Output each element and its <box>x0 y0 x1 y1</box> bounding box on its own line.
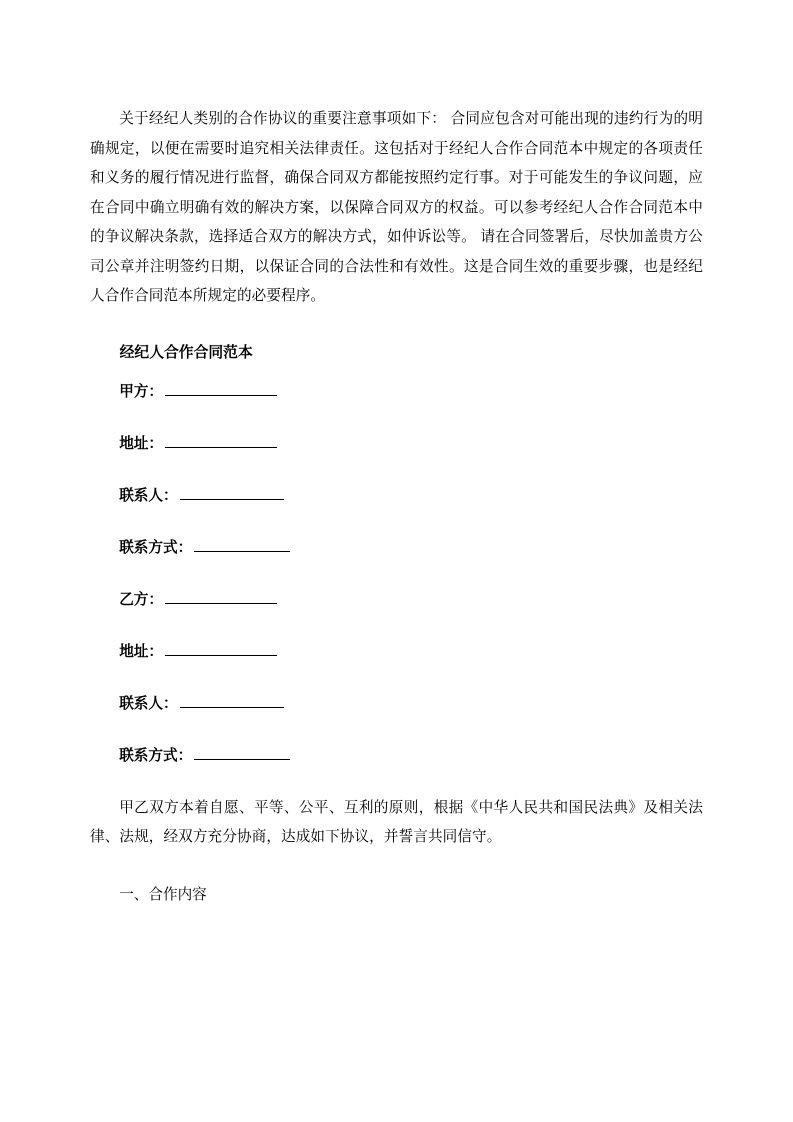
field-blank[interactable] <box>180 485 284 500</box>
field-blank[interactable] <box>165 589 277 604</box>
party-field-list <box>90 378 703 771</box>
field-party-a-address <box>90 430 703 459</box>
agreement-paragraph: 甲乙双方本着自愿、平等、公平、互利的原则，根据《中华人民共和国民法典》及相关法律、法规，经双方充分协商，达成如下协议，并誓言共同信守。 <box>90 799 703 845</box>
field-label: 地址： <box>119 643 163 660</box>
field-label: 地址： <box>119 435 163 452</box>
field-blank[interactable] <box>165 381 277 396</box>
field-blank[interactable] <box>165 641 277 656</box>
intro-paragraph: 关于经纪人类别的合作协议的重要注意事项如下： 合同应包含对可能出现的违约行为的明确规定，以便在需要时追究相关法律责任。这包括对于经纪人合作合同范本中规定的各项责任和义务的履行情况进行监督，确保合同双方都能按照约定行事。对于可能发生的争议问题，应在合同中确立明确有效的解决方案，以保障合同双方的权益。可以参考经纪人合作合同范本中的争议解决条款，选择适合双方的解决方式，如仲诉讼等。 请在合同签署后，尽快加盖贵方公司公章并注明签约日期，以保证合同的合法性和有效性。这是合同生效的重要步骤，也是经纪人合作合同范本所规定的必要程序。 <box>90 111 703 304</box>
field-party-b-contact-person <box>90 690 703 719</box>
field-party-b-contact-method <box>90 742 703 771</box>
section-one-title: 一、合作内容 <box>119 886 207 903</box>
field-blank[interactable] <box>180 693 284 708</box>
field-label: 联系方式： <box>119 747 193 764</box>
field-label: 联系人： <box>119 695 178 712</box>
field-party-a-contact-person <box>90 482 703 511</box>
field-blank[interactable] <box>165 433 277 448</box>
field-party-b <box>90 586 703 615</box>
field-label: 乙方： <box>119 591 163 608</box>
field-party-a-contact-method <box>90 534 703 563</box>
document-title: 经纪人合作合同范本 <box>119 344 253 361</box>
field-party-b-address <box>90 638 703 667</box>
field-blank[interactable] <box>194 537 290 552</box>
field-party-a <box>90 378 703 407</box>
field-blank[interactable] <box>194 745 290 760</box>
document-body <box>90 105 703 910</box>
field-label: 联系人： <box>119 487 178 504</box>
field-label: 联系方式： <box>119 539 193 556</box>
field-label: 甲方： <box>119 383 163 400</box>
